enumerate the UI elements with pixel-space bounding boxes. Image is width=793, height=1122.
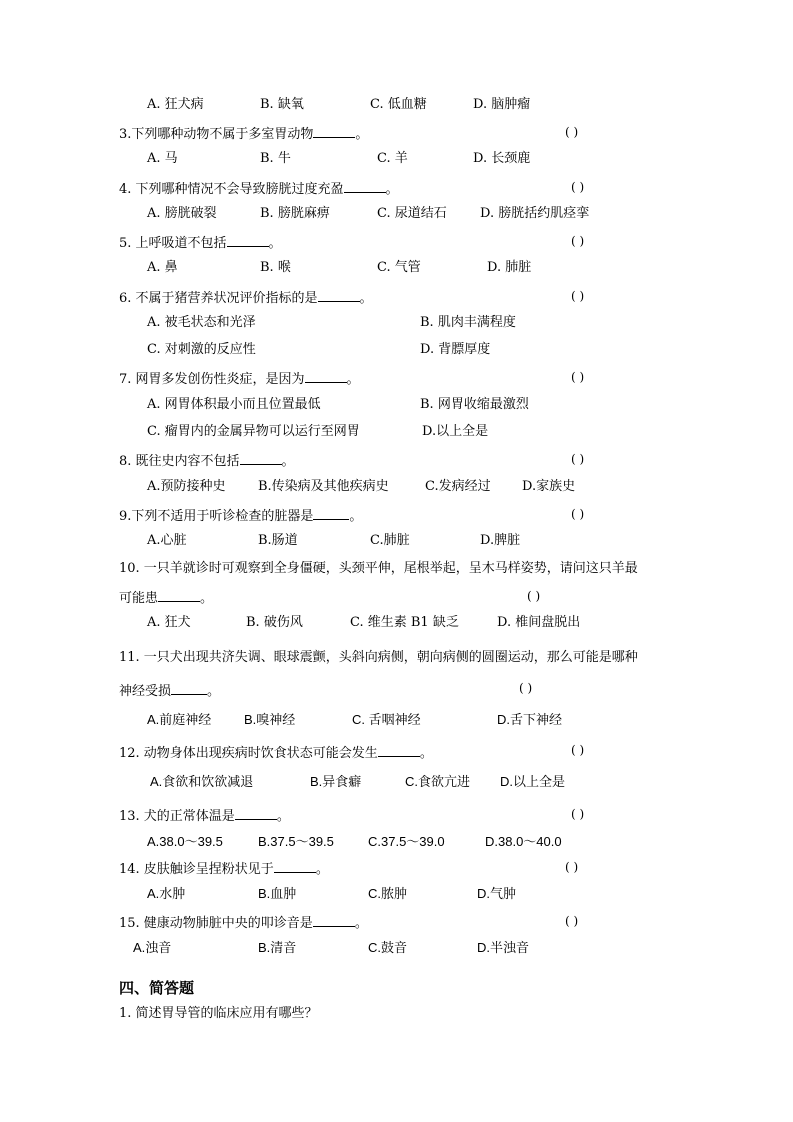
- answer-parentheses: ( ): [571, 452, 585, 466]
- q13-option-c: C.37.5～39.0: [368, 834, 445, 849]
- question-9-stem: 9.下列不适用于听诊检查的脏器是 。: [119, 506, 362, 525]
- question-3-stem: 3.下列哪种动物不属于多室胃动物 。: [119, 124, 368, 143]
- answer-parentheses: ( ): [571, 234, 585, 248]
- q9-option-a: A.心脏: [147, 533, 187, 548]
- q8-option-c: C.发病经过: [425, 479, 491, 494]
- q14-option-d: D.气肿: [477, 886, 517, 901]
- answer-blank: [313, 124, 355, 138]
- section-title: 四、简答题: [119, 979, 195, 997]
- q10-option-d: D. 椎间盘脱出: [497, 615, 581, 630]
- q12-option-d: D.以上全是: [500, 774, 566, 789]
- answer-parentheses: ( ): [571, 807, 585, 821]
- answer-blank: [305, 369, 347, 383]
- question-13-stem: 13. 犬的正常体温是 。: [119, 806, 290, 825]
- answer-parentheses: ( ): [519, 681, 533, 695]
- q4-option-a: A. 膀胱破裂: [147, 206, 217, 221]
- answer-blank: [313, 913, 355, 927]
- q5-option-d: D. 肺脏: [487, 260, 532, 275]
- q14-option-c: C.脓肿: [368, 886, 408, 901]
- q7-option-d: D.以上全是: [422, 424, 489, 439]
- answer-parentheses: ( ): [571, 370, 585, 384]
- q7-option-b: B. 网胃收缩最激烈: [420, 397, 529, 412]
- q2-option-b: B. 缺氧: [260, 97, 304, 112]
- q12-option-b: B.异食癖: [310, 774, 362, 789]
- q7-option-c: C. 瘤胃内的金属异物可以运行至网胃: [147, 424, 360, 439]
- q9-option-d: D.脾脏: [480, 533, 521, 548]
- q12-option-c: C.食欲亢进: [405, 774, 471, 789]
- q11-option-c: C. 舌咽神经: [352, 712, 421, 727]
- q2-option-a: A. 狂犬病: [147, 97, 204, 112]
- q8-option-d: D.家族史: [522, 479, 576, 494]
- answer-blank: [171, 681, 207, 695]
- q2-option-c: C. 低血糖: [370, 97, 427, 112]
- q6-option-b: B. 肌肉丰满程度: [420, 315, 516, 330]
- answer-parentheses: ( ): [571, 180, 585, 194]
- q3-option-d: D. 长颈鹿: [473, 151, 531, 166]
- q10-option-b: B. 破伤风: [246, 615, 303, 630]
- q9-option-c: C.肺脏: [370, 533, 410, 548]
- answer-parentheses: ( ): [527, 589, 541, 603]
- q8-option-a: A.预防接种史: [147, 479, 226, 494]
- q11-option-d: D.舌下神经: [497, 712, 563, 727]
- question-5-stem: 5. 上呼吸道不包括 。: [119, 233, 282, 252]
- q15-option-d: D.半浊音: [477, 940, 530, 955]
- question-6-stem: 6. 不属于猪营养状况评价指标的是 。: [119, 288, 373, 307]
- answer-parentheses: ( ): [565, 914, 579, 928]
- question-11-stem-continued: 神经受损 。: [119, 681, 220, 700]
- q5-option-a: A. 鼻: [147, 260, 178, 275]
- q4-option-c: C. 尿道结石: [377, 206, 447, 221]
- question-4-stem: 4. 下列哪种情况不会导致膀胱过度充盈 。: [119, 179, 399, 198]
- answer-blank: [235, 806, 277, 820]
- q11-option-a: A.前庭神经: [147, 712, 212, 727]
- q3-option-b: B. 牛: [260, 151, 291, 166]
- q2-option-d: D. 脑肿瘤: [473, 97, 531, 112]
- q4-option-d: D. 膀胱括约肌痉挛: [480, 206, 590, 221]
- q13-option-b: B.37.5～39.5: [258, 834, 334, 849]
- question-14-stem: 14. 皮肤触诊呈捏粉状见于 。: [119, 859, 329, 878]
- q6-option-c: C. 对刺激的反应性: [147, 342, 256, 357]
- answer-parentheses: ( ): [571, 743, 585, 757]
- q6-option-a: A. 被毛状态和光泽: [147, 315, 256, 330]
- question-10-stem: 10. 一只羊就诊时可观察到全身僵硬，头颈平伸，尾根举起，呈木马样姿势，请问这只羊最: [119, 561, 638, 576]
- q9-option-b: B.肠道: [258, 533, 298, 548]
- q10-option-a: A. 狂犬: [147, 615, 191, 630]
- q12-option-a: A.食欲和饮欲减退: [150, 774, 254, 789]
- q8-option-b: B.传染病及其他疾病史: [258, 479, 389, 494]
- q14-option-a: A.水肿: [147, 886, 186, 901]
- answer-parentheses: ( ): [571, 507, 585, 521]
- q15-option-a: A.浊音: [133, 940, 172, 955]
- q7-option-a: A. 网胃体积最小而且位置最低: [147, 397, 321, 412]
- q14-option-b: B.血肿: [258, 886, 297, 901]
- question-7-stem: 7. 网胃多发创伤性炎症，是因为 。: [119, 369, 360, 388]
- answer-blank: [227, 233, 269, 247]
- answer-blank: [344, 179, 386, 193]
- q15-option-b: B.清音: [258, 940, 297, 955]
- answer-blank: [313, 506, 349, 520]
- q3-option-a: A. 马: [147, 151, 178, 166]
- question-8-stem: 8. 既往史内容不包括 。: [119, 451, 295, 470]
- answer-parentheses: ( ): [565, 860, 579, 874]
- q11-option-b: B.嗅神经: [244, 712, 296, 727]
- answer-blank: [240, 451, 282, 465]
- q5-option-c: C. 气管: [377, 260, 421, 275]
- question-11-stem: 11. 一只犬出现共济失调、眼球震颤，头斜向病侧，朝向病侧的圆圈运动，那么可能是哪种: [119, 650, 638, 665]
- q5-option-b: B. 喉: [260, 260, 291, 275]
- answer-blank: [378, 743, 420, 757]
- answer-parentheses: ( ): [565, 125, 579, 139]
- q4-option-b: B. 膀胱麻痹: [260, 206, 330, 221]
- answer-parentheses: ( ): [571, 289, 585, 303]
- question-12-stem: 12. 动物身体出现疾病时饮食状态可能会发生 。: [119, 743, 433, 762]
- q6-option-d: D. 背膘厚度: [420, 342, 491, 357]
- question-10-stem-continued: 可能患 。: [119, 588, 213, 607]
- q10-option-c: C. 维生素 B1 缺乏: [350, 615, 459, 630]
- q13-option-a: A.38.0～39.5: [147, 834, 223, 849]
- q15-option-c: C.鼓音: [368, 940, 408, 955]
- answer-blank: [274, 859, 316, 873]
- q13-option-d: D.38.0～40.0: [485, 834, 562, 849]
- answer-blank: [158, 588, 200, 602]
- answer-blank: [318, 288, 360, 302]
- q3-option-c: C. 羊: [377, 151, 408, 166]
- question-15-stem: 15. 健康动物肺脏中央的叩诊音是 。: [119, 913, 368, 932]
- short-answer-question-1: 1. 简述胃导管的临床应用有哪些？: [119, 1006, 318, 1021]
